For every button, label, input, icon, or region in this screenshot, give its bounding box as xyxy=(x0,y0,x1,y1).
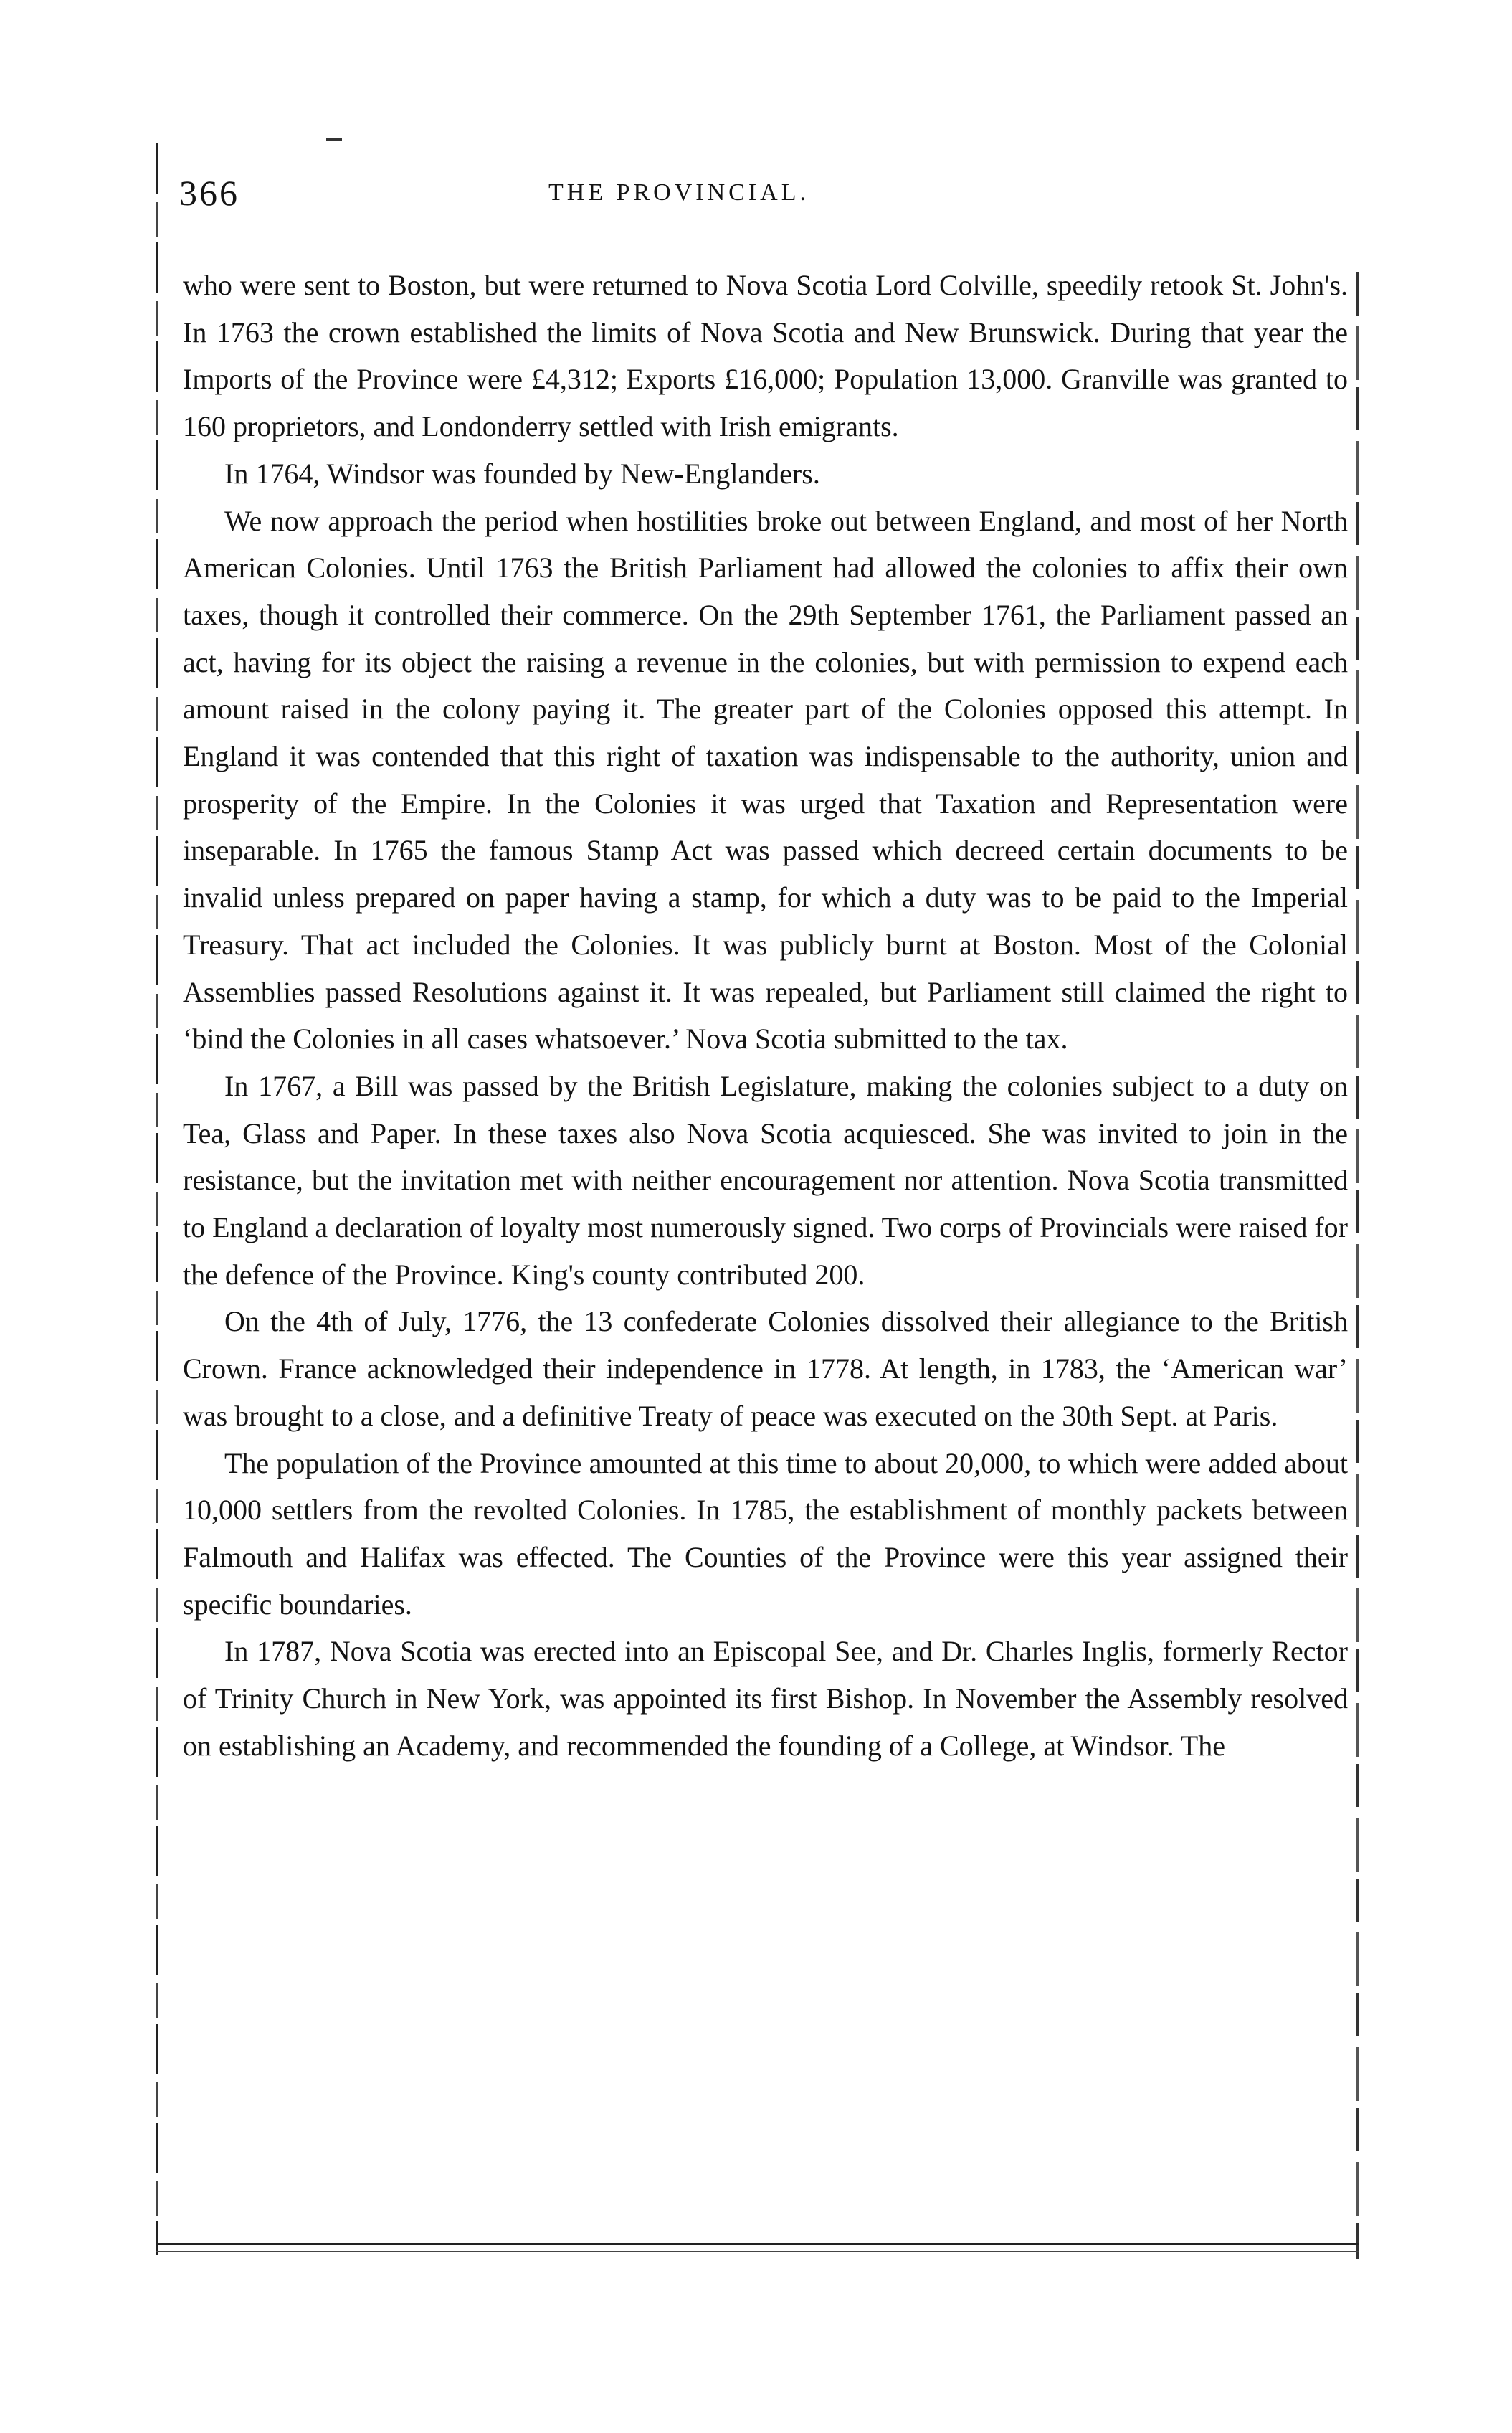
paragraph-1767-bill: In 1767, a Bill was passed by the British Legislature, making the colonies subject to a duty on Tea, Glass and Paper. In these taxes also Nova Scotia acquiesced. She was invited to join in the resistance, but the invitation met with neither encouragement nor attention. Nova Scotia transmitted to England a declaration of loyalty most numerously signed. Two corps of Provincials were raised for the defence of the Province. King's county contributed 200. xyxy=(183,1069,1348,1291)
page-number: 366 xyxy=(179,173,239,213)
paragraph-continuation: who were sent to Boston, but were returned to Nova Scotia Lord Colville, speedily retook St. John's. In 1763 the crown established the limits of Nova Scotia and New Brunswick. During that year the Imports of the Province were £4,312; Exports £16,000; Population 13,000. Granville was granted to 160 proprietors, and Londonderry settled with Irish emigrants. xyxy=(183,269,1348,443)
left-border-rule xyxy=(156,143,158,2255)
print-mark xyxy=(326,138,342,141)
paragraph-windsor: In 1764, Windsor was founded by New-Englanders. xyxy=(224,457,820,490)
bottom-border-rule xyxy=(156,2243,1359,2252)
paragraph-independence: On the 4th of July, 1776, the 13 confederate Colonies dissolved their allegiance to the British Crown. France acknowledged their independence in 1778. At length, in 1783, the ‘American war’ was brought to a close, and a definitive Treaty of peace was executed on the 30th Sept. at Paris. xyxy=(183,1305,1348,1432)
body-text xyxy=(183,262,1348,1770)
paragraph-episcopal-see: In 1787, Nova Scotia was erected into an Episcopal See, and Dr. Charles Inglis, formerly Rector of Trinity Church in New York, was appointed its first Bishop. In November the Assembly resolved on establishing an Academy, and recommended the founding of a College, at Windsor. The xyxy=(183,1635,1348,1762)
paragraph-population: The population of the Province amounted at this time to about 20,000, to which were added about 10,000 settlers from the revolted Colonies. In 1785, the establishment of monthly packets between Falmouth and Halifax was effected. The Counties of the Province were this year assigned their specific boundaries. xyxy=(183,1446,1348,1621)
right-border-rule xyxy=(1356,272,1359,2259)
running-title: THE PROVINCIAL. xyxy=(548,179,809,206)
running-head xyxy=(179,172,1369,215)
paragraph-taxation: We now approach the period when hostilities broke out between England, and most of her North American Colonies. Until 1763 the British Parliament had allowed the colonies to affix their own taxes, though it controlled their commerce. On the 29th September 1761, the Parliament passed an act, having for its object the raising a revenue in the colonies, but with permission to expend each amount raised in the colony paying it. The greater part of the Colonies opposed this attempt. In England it was contended that this right of taxation was indispensable to the authority, union and prosperity of the Empire. In the Colonies it was urged that Taxation and Representation were inseparable. In 1765 the famous Stamp Act was passed which decreed certain documents to be invalid unless prepared on paper having a stamp, for which a duty was to be paid to the Imperial Treasury. That act included the Colonies. It was publicly burnt at Boston. Most of the Colonial Assemblies passed Resolutions against it. It was repealed, but Parliament still claimed the right to ‘bind the Colonies in all cases whatsoever.’ Nova Scotia submitted to the tax. xyxy=(183,504,1348,1056)
